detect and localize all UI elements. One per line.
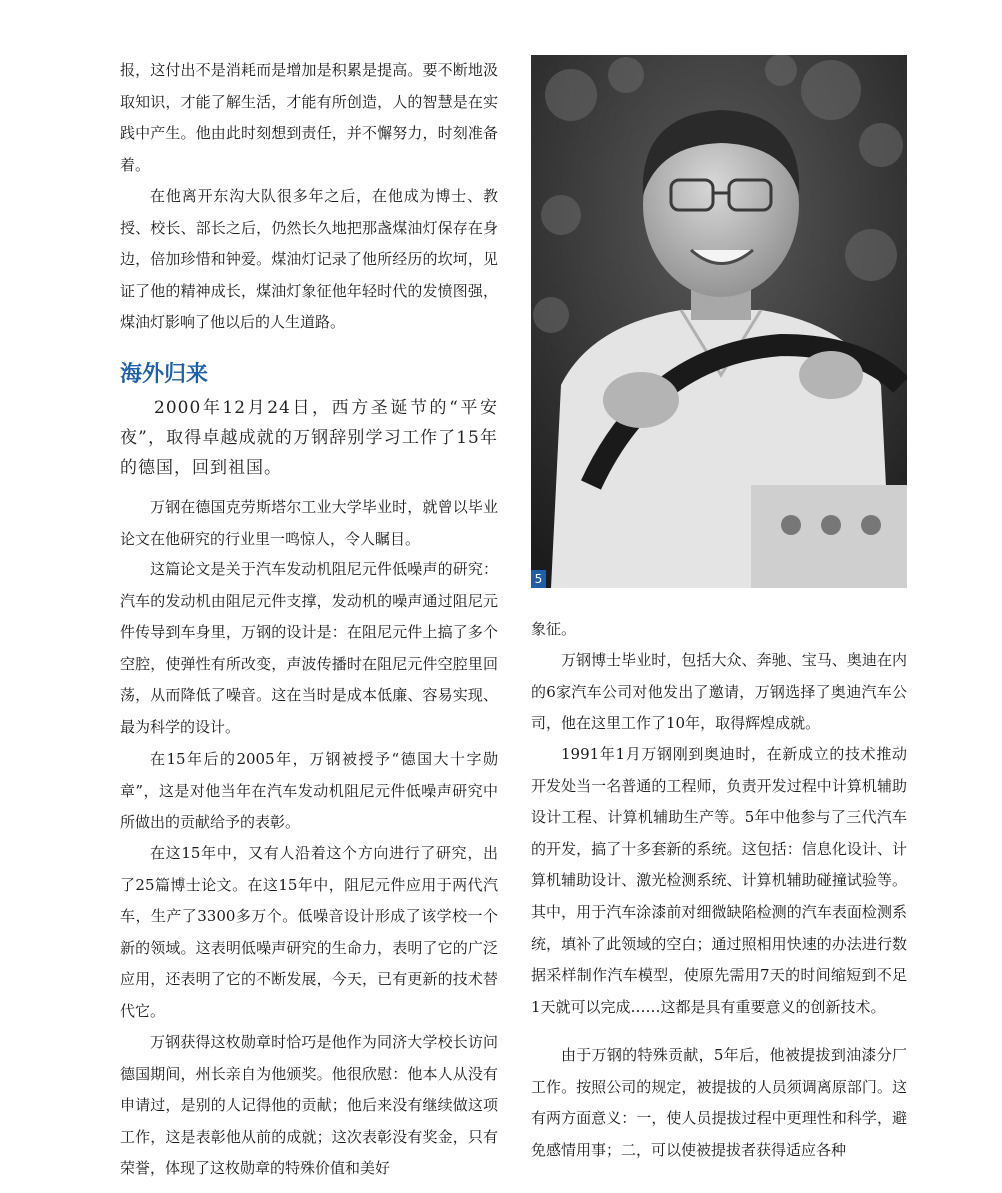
paragraph: 1991年1月万钢刚到奥迪时，在新成立的技术推动开发处当一名普通的工程师，负责开发过程中计算机辅助设计工程、计算机辅助生产等。5年中他参与了三代汽车的开发，搞了十多套新的系统。这包括：信息化设计、计算机辅助设计、激光检测系统、计算机辅助碰撞试验等。其中，用于汽车涂漆前对细微缺陷检测的汽车表面检测系统，填补了此领域的空白；通过照相用快速的办法进行数据采样制作汽车模型，使原先需用7天的时间缩短到不足1天就可以完成……这都是具有重要意义的创新技术。	[531, 745, 907, 1016]
paragraph: 万钢博士毕业时，包括大众、奔驰、宝马、奥迪在内的6家汽车公司对他发出了邀请，万钢选择了奥迪汽车公司，他在这里工作了10年，取得辉煌成就。	[531, 651, 907, 733]
paragraph: 象征。	[531, 620, 577, 638]
paragraph: 万钢获得这枚勋章时恰巧是他作为同济大学校长访问德国期间，州长亲自为他颁奖。他很欣慰：他本人从没有申请过，是别的人记得他的贡献；他后来没有继续做这项工作，这是表彰他从前的成就；这次表彰没有奖金，只有荣誉，体现了这枚勋章的特殊价值和美好	[120, 1033, 498, 1178]
paragraph: 报，这付出不是消耗而是增加是积累是提高。要不断地汲取知识，才能了解生活，才能有所创造，人的智慧是在实践中产生。他由此时刻想到责任，并不懈努力，时刻准备着。	[120, 61, 498, 174]
paragraph: 在这15年中，又有人沿着这个方向进行了研究，出了25篇博士论文。在这15年中，阻尼元件应用于两代汽车，生产了3300多万个。低噪音设计形成了该学校一个新的领域。这表明低噪声研究的生命力，表明了它的广泛应用，还表明了它的不断发展，今天，已有更新的技术替代它。	[120, 844, 498, 1020]
paragraph: 这篇论文是关于汽车发动机阻尼元件低噪声的研究：汽车的发动机由阻尼元件支撑，发动机的噪声通过阻尼元件传导到车身里，万钢的设计是：在阻尼元件上搞了多个空腔，使弹性有所改变，声波传播时在阻尼元件空腔里回荡，从而降低了噪音。这在当时是成本低廉、容易实现、最为科学的设计。	[120, 560, 498, 736]
paragraph: 在他离开东沟大队很多年之后，在他成为博士、教授、校长、部长之后，仍然长久地把那盏煤油灯保存在身边，倍加珍惜和钟爱。煤油灯记录了他所经历的坎坷，见证了他的精神成长，煤油灯象征他年轻时代的发愤图强，煤油灯影响了他以后的人生道路。	[120, 187, 498, 332]
section-title: 海外归来	[120, 362, 209, 387]
photo-number-badge: 5	[531, 570, 546, 588]
paragraph: 万钢在德国克劳斯塔尔工业大学毕业时，就曾以毕业论文在他研究的行业里一鸣惊人，令人瞩目。	[120, 498, 498, 548]
portrait-photo	[531, 55, 907, 588]
paragraph: 在15年后的2005年，万钢被授予“德国大十字勋章”，这是对他当年在汽车发动机阻尼元件低噪声研究中所做出的贡献给予的表彰。	[120, 750, 498, 832]
lead-paragraph: 2000年12月24日，西方圣诞节的“平安夜”，取得卓越成就的万钢辞别学习工作了15年的德国，回到祖国。	[120, 398, 498, 478]
paragraph: 由于万钢的特殊贡献，5年后，他被提拔到油漆分厂工作。按照公司的规定，被提拔的人员须调离原部门。这有两方面意义：一，使人员提拔过程中更理性和科学，避免感情用事；二，可以使被提拔者获得适应各种	[531, 1046, 907, 1159]
portrait-illustration	[531, 55, 907, 588]
